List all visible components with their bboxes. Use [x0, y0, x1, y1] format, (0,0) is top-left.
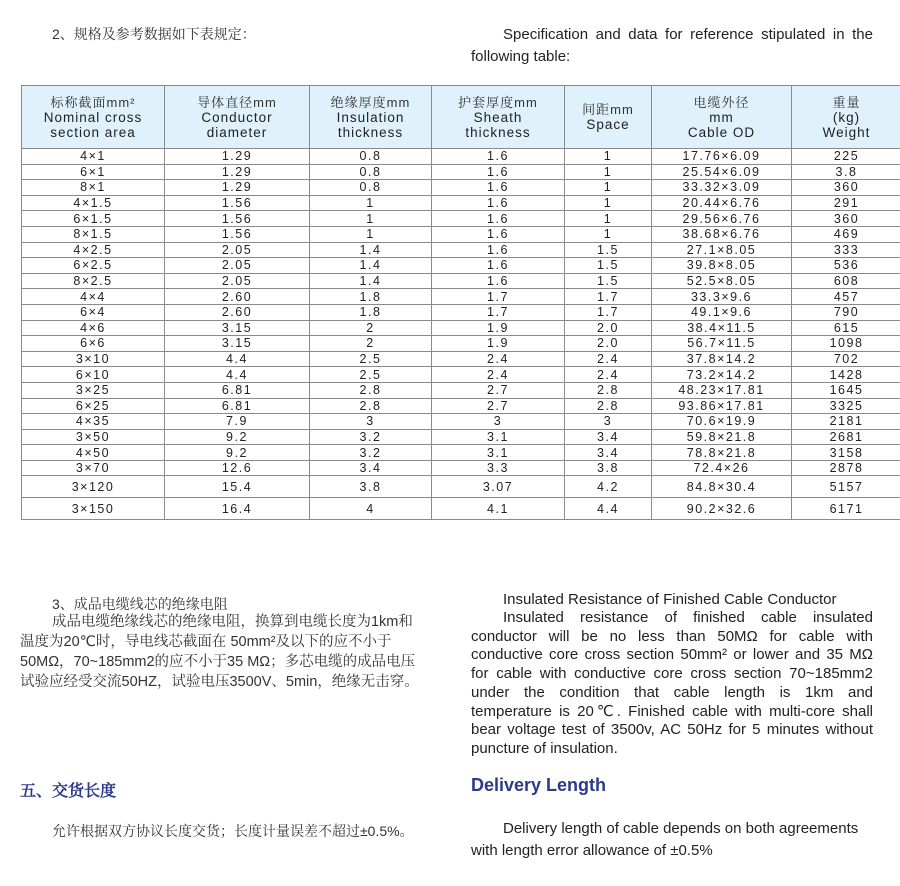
table-cell: 3.4 — [310, 460, 432, 476]
table-cell: 6×2.5 — [22, 258, 165, 274]
table-cell: 615 — [792, 320, 900, 336]
table-cell: 8×2.5 — [22, 273, 165, 289]
table-cell: 1.4 — [310, 242, 432, 258]
table-cell: 1 — [565, 164, 652, 180]
section2-en-heading: Specification and data for reference stipulated in the following table: — [471, 26, 873, 65]
table-cell: 72.4×26 — [652, 460, 792, 476]
table-row — [22, 414, 900, 430]
specification-table — [21, 85, 900, 520]
table-cell: 6.81 — [165, 398, 310, 414]
table-cell: 702 — [792, 351, 900, 367]
table-cell: 608 — [792, 273, 900, 289]
table-cell: 536 — [792, 258, 900, 274]
table-row — [22, 242, 900, 258]
table-cell: 1.6 — [432, 273, 565, 289]
table-cell: 78.8×21.8 — [652, 445, 792, 461]
table-cell: 90.2×32.6 — [652, 498, 792, 520]
table-row — [22, 211, 900, 227]
table-cell: 49.1×9.6 — [652, 304, 792, 320]
table-cell: 52.5×8.05 — [652, 273, 792, 289]
table-cell: 4 — [310, 498, 432, 520]
table-cell: 2.8 — [565, 382, 652, 398]
section5-cn-title: 五、交货长度 — [20, 783, 117, 800]
table-cell: 0.8 — [310, 164, 432, 180]
section5-en-body: Delivery length of cable depends on both agreements with length error allowance of ±0.5% — [471, 820, 859, 859]
table-row — [22, 429, 900, 445]
table-row — [22, 476, 900, 498]
table-cell: 33.3×9.6 — [652, 289, 792, 305]
table-cell: 3×25 — [22, 382, 165, 398]
section3-en-title: Insulated Resistance of Finished Cable Conductor — [503, 591, 837, 608]
table-cell: 1.6 — [432, 180, 565, 196]
table-cell: 37.8×14.2 — [652, 351, 792, 367]
table-cell: 3.8 — [792, 164, 900, 180]
table-cell: 4×4 — [22, 289, 165, 305]
table-cell: 2.4 — [565, 351, 652, 367]
table-cell: 6×10 — [22, 367, 165, 383]
table-cell: 1.29 — [165, 180, 310, 196]
table-cell: 2.4 — [432, 367, 565, 383]
table-row — [22, 336, 900, 352]
table-cell: 3 — [310, 414, 432, 430]
table-cell: 6×6 — [22, 336, 165, 352]
table-cell: 1.29 — [165, 149, 310, 165]
table-cell: 3 — [432, 414, 565, 430]
table-row — [22, 226, 900, 242]
table-cell: 3.15 — [165, 320, 310, 336]
table-cell: 1.7 — [432, 289, 565, 305]
table-cell: 2.4 — [432, 351, 565, 367]
table-row — [22, 445, 900, 461]
table-cell: 70.6×19.9 — [652, 414, 792, 430]
table-row — [22, 164, 900, 180]
table-cell: 3×120 — [22, 476, 165, 498]
header-space: 间距mm Space — [565, 86, 652, 149]
section3-en-body: Insulated resistance of finished cable insulated conductor will be no less than 50MΩ for cable with conductive core cross section 50mm² or lower and 35 MΩ for cable with conductive core cross section 70~185mm2 under the condition that cable length is 1km and temperature is 20℃. Finished cable with multi-core shall bear voltage test of 3500v, AC 50Hz for 5 minutes without puncture of insulation. — [471, 609, 873, 757]
table-cell: 1 — [565, 195, 652, 211]
table-cell: 4×50 — [22, 445, 165, 461]
table-cell: 4×1.5 — [22, 195, 165, 211]
table-cell: 457 — [792, 289, 900, 305]
table-cell: 33.32×3.09 — [652, 180, 792, 196]
table-cell: 29.56×6.76 — [652, 211, 792, 227]
table-cell: 1.6 — [432, 195, 565, 211]
table-cell: 93.86×17.81 — [652, 398, 792, 414]
table-cell: 1.4 — [310, 258, 432, 274]
table-cell: 1.56 — [165, 195, 310, 211]
table-cell: 39.8×8.05 — [652, 258, 792, 274]
table-cell: 1 — [565, 149, 652, 165]
table-cell: 1.29 — [165, 164, 310, 180]
table-cell: 2681 — [792, 429, 900, 445]
table-cell: 2.7 — [432, 398, 565, 414]
table-cell: 1428 — [792, 367, 900, 383]
table-cell: 3.4 — [565, 429, 652, 445]
table-cell: 3.07 — [432, 476, 565, 498]
table-row — [22, 273, 900, 289]
table-cell: 4×1 — [22, 149, 165, 165]
table-cell: 1 — [310, 226, 432, 242]
table-cell: 6.81 — [165, 382, 310, 398]
table-row — [22, 180, 900, 196]
section3-cn-body: 成品电缆绝缘线芯的绝缘电阻，换算到电缆长度为1km和温度为20℃时，导电线芯截面在 50mm²及以下的应不小于50MΩ，70~185mm2的应不小于35 MΩ；多芯电缆的成品电压试验应经受交流50HZ，试验电压3500V、5min，绝缘无击穿。 — [20, 614, 419, 690]
table-row — [22, 382, 900, 398]
table-cell: 1.7 — [565, 304, 652, 320]
section5-cn-body: 允许根据双方协议长度交货；长度计量误差不超过±0.5%。 — [52, 823, 414, 839]
table-cell: 2.5 — [310, 367, 432, 383]
table-row — [22, 398, 900, 414]
table-cell: 3.3 — [432, 460, 565, 476]
table-cell: 4.4 — [565, 498, 652, 520]
table-cell: 1.56 — [165, 211, 310, 227]
table-cell: 7.9 — [165, 414, 310, 430]
table-cell: 4.4 — [165, 367, 310, 383]
table-cell: 2.05 — [165, 242, 310, 258]
table-cell: 1.9 — [432, 320, 565, 336]
table-cell: 2.05 — [165, 258, 310, 274]
table-cell: 15.4 — [165, 476, 310, 498]
table-cell: 3.4 — [565, 445, 652, 461]
table-cell: 1.6 — [432, 226, 565, 242]
table-cell: 2878 — [792, 460, 900, 476]
table-row — [22, 498, 900, 520]
table-cell: 2.0 — [565, 320, 652, 336]
table-cell: 16.4 — [165, 498, 310, 520]
table-cell: 59.8×21.8 — [652, 429, 792, 445]
table-cell: 1.6 — [432, 149, 565, 165]
table-cell: 2 — [310, 320, 432, 336]
table-cell: 1.5 — [565, 242, 652, 258]
table-cell: 225 — [792, 149, 900, 165]
table-cell: 1.8 — [310, 304, 432, 320]
table-cell: 2.4 — [565, 367, 652, 383]
table-cell: 12.6 — [165, 460, 310, 476]
table-cell: 27.1×8.05 — [652, 242, 792, 258]
table-cell: 3.15 — [165, 336, 310, 352]
table-cell: 5157 — [792, 476, 900, 498]
table-row — [22, 195, 900, 211]
table-cell: 469 — [792, 226, 900, 242]
table-cell: 1.4 — [310, 273, 432, 289]
table-cell: 4×2.5 — [22, 242, 165, 258]
table-cell: 1.5 — [565, 258, 652, 274]
table-cell: 3.8 — [310, 476, 432, 498]
table-cell: 1645 — [792, 382, 900, 398]
table-cell: 1.6 — [432, 164, 565, 180]
table-cell: 1.6 — [432, 211, 565, 227]
header-cable-od: 电缆外径 mm Cable OD — [652, 86, 792, 149]
table-cell: 1.8 — [310, 289, 432, 305]
table-row — [22, 460, 900, 476]
table-header-row — [22, 86, 900, 149]
table-cell: 2 — [310, 336, 432, 352]
section5-en-title: Delivery Length — [471, 775, 607, 795]
table-cell: 38.68×6.76 — [652, 226, 792, 242]
table-cell: 2.60 — [165, 289, 310, 305]
table-row — [22, 320, 900, 336]
table-cell: 1.6 — [432, 258, 565, 274]
table-cell: 1 — [565, 180, 652, 196]
table-cell: 3.2 — [310, 429, 432, 445]
table-cell: 6×25 — [22, 398, 165, 414]
table-cell: 4×35 — [22, 414, 165, 430]
header-weight: 重量 (kg) Weight — [792, 86, 900, 149]
table-cell: 1.5 — [565, 273, 652, 289]
table-cell: 790 — [792, 304, 900, 320]
table-cell: 6×1.5 — [22, 211, 165, 227]
table-cell: 1 — [565, 211, 652, 227]
table-cell: 1 — [310, 211, 432, 227]
table-cell: 2181 — [792, 414, 900, 430]
table-cell: 3.1 — [432, 445, 565, 461]
table-cell: 1.6 — [432, 242, 565, 258]
header-sheath-thickness: 护套厚度mm Sheath thickness — [432, 86, 565, 149]
table-cell: 84.8×30.4 — [652, 476, 792, 498]
table-cell: 3×50 — [22, 429, 165, 445]
table-cell: 6×4 — [22, 304, 165, 320]
table-cell: 2.8 — [310, 398, 432, 414]
table-cell: 0.8 — [310, 180, 432, 196]
section2-cn-heading: 2、规格及参考数据如下表规定： — [52, 26, 256, 42]
table-cell: 48.23×17.81 — [652, 382, 792, 398]
header-insulation-thickness: 绝缘厚度mm Insulation thickness — [310, 86, 432, 149]
table-cell: 20.44×6.76 — [652, 195, 792, 211]
table-cell: 3 — [565, 414, 652, 430]
table-cell: 2.7 — [432, 382, 565, 398]
table-cell: 4.4 — [165, 351, 310, 367]
table-row — [22, 304, 900, 320]
table-body — [22, 149, 900, 520]
table-cell: 360 — [792, 211, 900, 227]
table-cell: 2.0 — [565, 336, 652, 352]
table-cell: 4.2 — [565, 476, 652, 498]
table-cell: 333 — [792, 242, 900, 258]
table-cell: 3.1 — [432, 429, 565, 445]
table-cell: 1098 — [792, 336, 900, 352]
table-row — [22, 258, 900, 274]
table-cell: 4.1 — [432, 498, 565, 520]
table-cell: 6171 — [792, 498, 900, 520]
table-cell: 2.8 — [565, 398, 652, 414]
table-cell: 3×150 — [22, 498, 165, 520]
table-cell: 9.2 — [165, 429, 310, 445]
table-cell: 3×70 — [22, 460, 165, 476]
table-cell: 8×1.5 — [22, 226, 165, 242]
table-cell: 3×10 — [22, 351, 165, 367]
section3-cn-title: 3、成品电缆线芯的绝缘电阻 — [52, 596, 228, 612]
table-row — [22, 367, 900, 383]
table-cell: 6×1 — [22, 164, 165, 180]
table-cell: 4×6 — [22, 320, 165, 336]
table-cell: 1.7 — [432, 304, 565, 320]
table-cell: 1 — [310, 195, 432, 211]
table-cell: 56.7×11.5 — [652, 336, 792, 352]
table-cell: 2.5 — [310, 351, 432, 367]
table-cell: 1.56 — [165, 226, 310, 242]
table-cell: 3.2 — [310, 445, 432, 461]
table-cell: 1.7 — [565, 289, 652, 305]
header-nominal-cross-section: 标称截面mm² Nominal cross section area — [22, 86, 165, 149]
table-cell: 0.8 — [310, 149, 432, 165]
table-row — [22, 149, 900, 165]
table-cell: 360 — [792, 180, 900, 196]
table-cell: 3158 — [792, 445, 900, 461]
table-cell: 73.2×14.2 — [652, 367, 792, 383]
table-cell: 2.05 — [165, 273, 310, 289]
table-cell: 2.60 — [165, 304, 310, 320]
table-row — [22, 351, 900, 367]
table-cell: 17.76×6.09 — [652, 149, 792, 165]
table-cell: 8×1 — [22, 180, 165, 196]
table-cell: 25.54×6.09 — [652, 164, 792, 180]
table-cell: 3.8 — [565, 460, 652, 476]
table-cell: 38.4×11.5 — [652, 320, 792, 336]
table-cell: 291 — [792, 195, 900, 211]
table-row — [22, 289, 900, 305]
header-conductor-diameter: 导体直径mm Conductor diameter — [165, 86, 310, 149]
table-cell: 3325 — [792, 398, 900, 414]
table-cell: 9.2 — [165, 445, 310, 461]
table-cell: 1 — [565, 226, 652, 242]
table-cell: 1.9 — [432, 336, 565, 352]
table-cell: 2.8 — [310, 382, 432, 398]
